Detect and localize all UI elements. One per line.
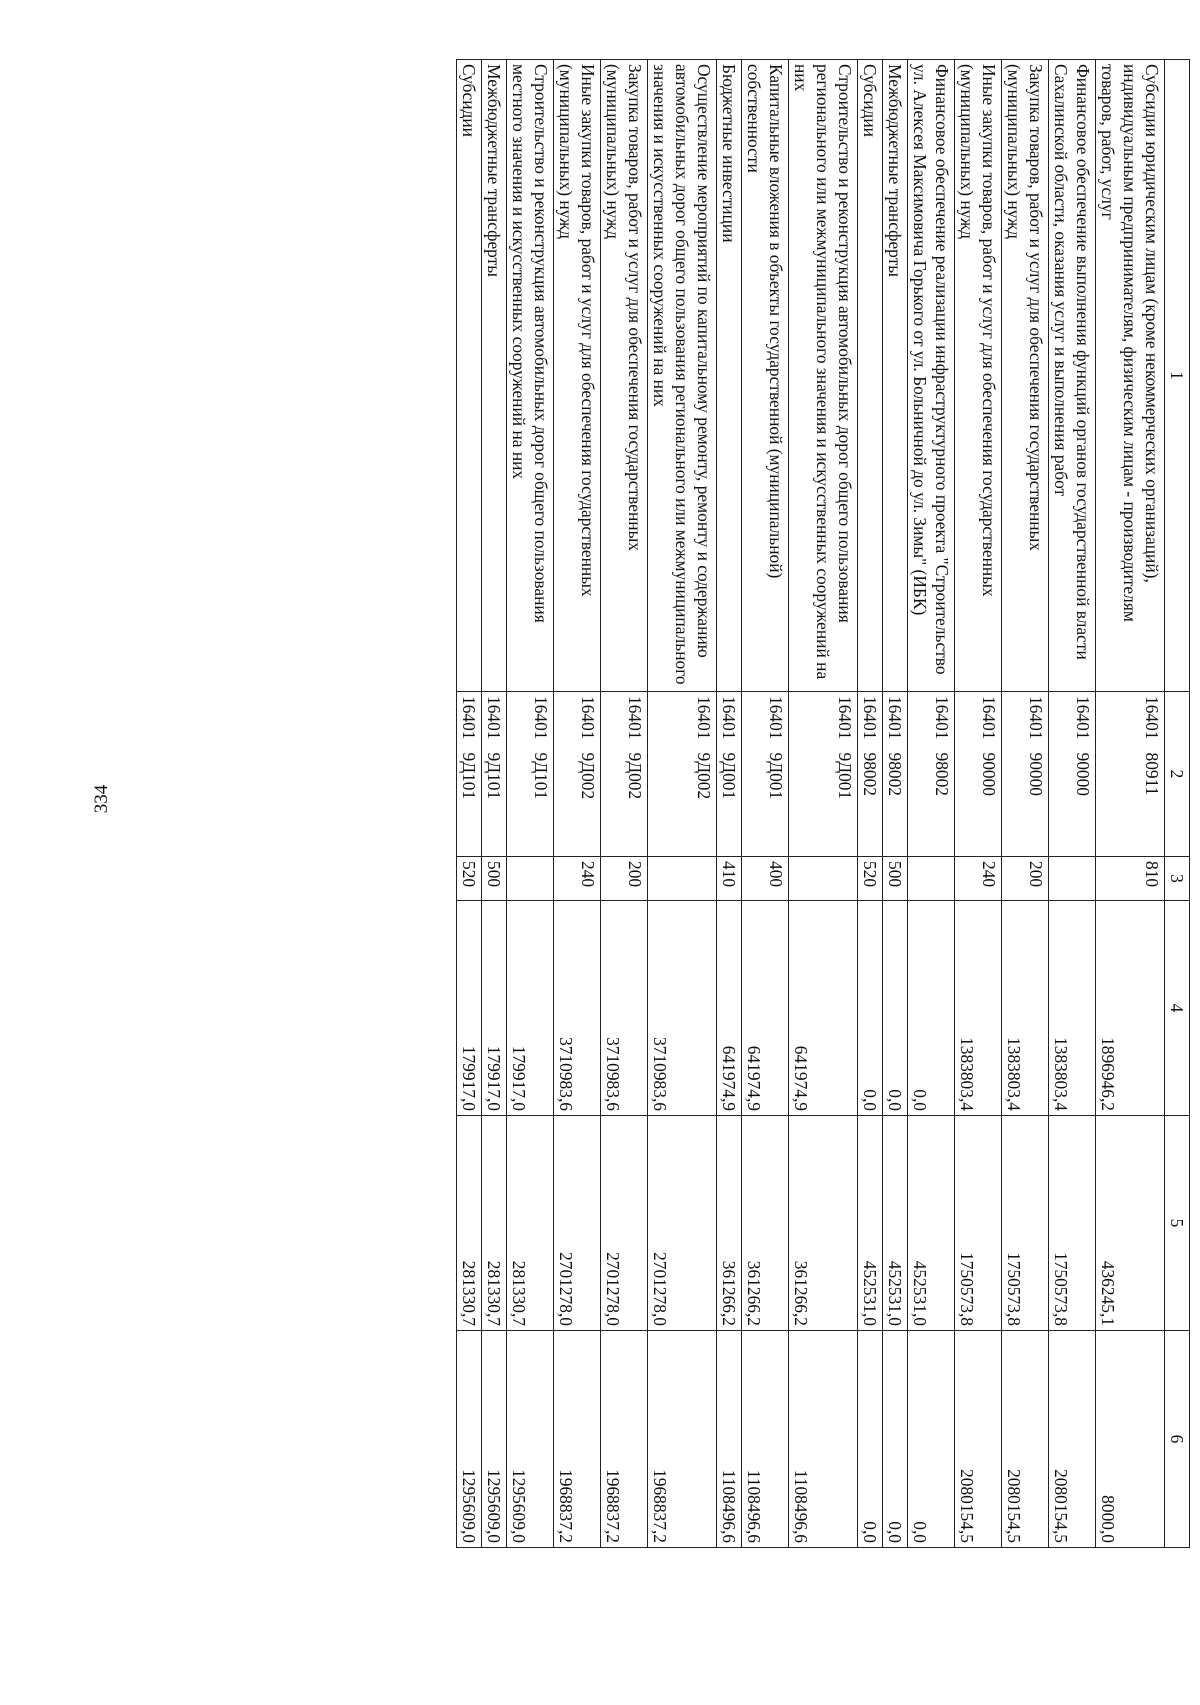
amount-col5-cell: 2701278,0	[554, 1116, 601, 1331]
amount-col6-cell: 0,0	[883, 1331, 908, 1548]
row-name-cell: Межбюджетные трансферты	[482, 60, 507, 692]
table-row	[858, 60, 883, 1548]
amount-col6-cell: 1295609,0	[482, 1331, 507, 1548]
column-header: 6	[1165, 1331, 1190, 1548]
classification-code-cell: 16401 9Д001	[717, 692, 742, 857]
table-row	[457, 60, 482, 1548]
classification-code-cell: 16401 98002	[858, 692, 883, 857]
row-name-cell: Строительство и реконструкция автомобильных дорог общего пользования регионального или межмуниципального значения и искусственных сооружений на них	[789, 60, 858, 692]
amount-col6-cell: 2080154,5	[1049, 1331, 1096, 1548]
amount-col5-cell: 1750573,8	[955, 1116, 1002, 1331]
expense-type-cell: 810	[1096, 857, 1165, 901]
row-name-cell: Закупка товаров, работ и услуг для обеспечения государственных (муниципальных) нужд	[601, 60, 648, 692]
expense-type-cell	[507, 857, 554, 901]
budget-table	[456, 59, 1190, 1548]
row-name-cell: Субсидии юридическим лицам (кроме некоммерческих организаций), индивидуальным предпринимателям, физическим лицам - производителям товаров, работ, услуг	[1096, 60, 1165, 692]
classification-code-cell: 16401 80911	[1096, 692, 1165, 857]
amount-col5-cell: 361266,2	[717, 1116, 742, 1331]
expense-type-cell: 520	[858, 857, 883, 901]
classification-code-cell: 16401 9Д101	[482, 692, 507, 857]
amount-col5-cell: 2701278,0	[601, 1116, 648, 1331]
table-row	[742, 60, 789, 1548]
classification-code-cell: 16401 90000	[1002, 692, 1049, 857]
amount-col5-cell: 361266,2	[789, 1116, 858, 1331]
table-row	[717, 60, 742, 1548]
expense-type-cell: 400	[742, 857, 789, 901]
header-row	[1165, 60, 1190, 1548]
table-row	[1002, 60, 1049, 1548]
table-body	[457, 60, 1165, 1548]
amount-col4-cell: 641974,9	[742, 901, 789, 1116]
row-name-cell: Иные закупки товаров, работ и услуг для обеспечения государственных (муниципальных) нужд	[955, 60, 1002, 692]
amount-col6-cell: 2080154,5	[1002, 1331, 1049, 1548]
expense-type-cell	[1049, 857, 1096, 901]
amount-col4-cell: 3710983,6	[601, 901, 648, 1116]
amount-col4-cell: 0,0	[858, 901, 883, 1116]
table-row	[955, 60, 1002, 1548]
amount-col5-cell: 281330,7	[482, 1116, 507, 1331]
classification-code-cell: 16401 9Д101	[507, 692, 554, 857]
amount-col4-cell: 179917,0	[482, 901, 507, 1116]
amount-col4-cell: 1383803,4	[1002, 901, 1049, 1116]
row-name-cell: Субсидии	[457, 60, 482, 692]
table-row	[789, 60, 858, 1548]
expense-type-cell	[648, 857, 717, 901]
amount-col5-cell: 361266,2	[742, 1116, 789, 1331]
classification-code-cell: 16401 98002	[908, 692, 955, 857]
amount-col4-cell: 1896946,2	[1096, 901, 1165, 1116]
row-name-cell: Строительство и реконструкция автомобильных дорог общего пользования местного значения и искусственных сооружений на них	[507, 60, 554, 692]
classification-code-cell: 16401 9Д001	[742, 692, 789, 857]
amount-col5-cell: 452531,0	[883, 1116, 908, 1331]
amount-col4-cell: 1383803,4	[1049, 901, 1096, 1116]
row-name-cell: Капитальные вложения в объекты государственной (муниципальной) собственности	[742, 60, 789, 692]
expense-type-cell: 240	[554, 857, 601, 901]
column-header: 4	[1165, 901, 1190, 1116]
row-name-cell: Субсидии	[858, 60, 883, 692]
amount-col4-cell: 3710983,6	[648, 901, 717, 1116]
amount-col6-cell: 8000,0	[1096, 1331, 1165, 1548]
row-name-cell: Финансовое обеспечение реализации инфраструктурного проекта "Строительство ул. Алексея Максимовича Горького от ул. Больничной до ул. Зимы" (ИБК)	[908, 60, 955, 692]
amount-col5-cell: 452531,0	[908, 1116, 955, 1331]
table-row	[883, 60, 908, 1548]
amount-col4-cell: 641974,9	[789, 901, 858, 1116]
amount-col6-cell: 1295609,0	[457, 1331, 482, 1548]
expense-type-cell: 200	[1002, 857, 1049, 901]
expense-type-cell	[789, 857, 858, 901]
amount-col6-cell: 1968837,2	[601, 1331, 648, 1548]
amount-col4-cell: 1383803,4	[955, 901, 1002, 1116]
table-row	[1049, 60, 1096, 1548]
amount-col5-cell: 1750573,8	[1049, 1116, 1096, 1331]
classification-code-cell: 16401 90000	[1049, 692, 1096, 857]
amount-col6-cell: 2080154,5	[955, 1331, 1002, 1548]
amount-col6-cell: 1968837,2	[648, 1331, 717, 1548]
amount-col6-cell: 1108496,6	[717, 1331, 742, 1548]
amount-col4-cell: 0,0	[908, 901, 955, 1116]
amount-col6-cell: 0,0	[908, 1331, 955, 1548]
table-row	[601, 60, 648, 1548]
expense-type-cell: 500	[482, 857, 507, 901]
amount-col5-cell: 2701278,0	[648, 1116, 717, 1331]
table-row	[507, 60, 554, 1548]
amount-col5-cell: 1750573,8	[1002, 1116, 1049, 1331]
row-name-cell: Бюджетные инвестиции	[717, 60, 742, 692]
amount-col5-cell: 281330,7	[507, 1116, 554, 1331]
amount-col6-cell: 1295609,0	[507, 1331, 554, 1548]
page-number: 334	[91, 784, 112, 814]
row-name-cell: Осуществление мероприятий по капитальному ремонту, ремонту и содержанию автомобильных дорог общего пользования регионального или межмуниципального значения и искусственных сооружений на них	[648, 60, 717, 692]
table-row	[482, 60, 507, 1548]
expense-type-cell	[908, 857, 955, 901]
classification-code-cell: 16401 90000	[955, 692, 1002, 857]
classification-code-cell: 16401 9Д101	[457, 692, 482, 857]
row-name-cell: Финансовое обеспечение выполнения функций органов государственной власти Сахалинской области, оказания услуг и выполнения работ	[1049, 60, 1096, 692]
amount-col6-cell: 0,0	[858, 1331, 883, 1548]
classification-code-cell: 16401 9Д002	[648, 692, 717, 857]
expense-type-cell: 500	[883, 857, 908, 901]
amount-col6-cell: 1108496,6	[742, 1331, 789, 1548]
expense-type-cell: 520	[457, 857, 482, 901]
budget-table-page	[102, 59, 1190, 1547]
amount-col4-cell: 179917,0	[507, 901, 554, 1116]
amount-col6-cell: 1968837,2	[554, 1331, 601, 1548]
row-name-cell: Межбюджетные трансферты	[883, 60, 908, 692]
classification-code-cell: 16401 9Д001	[789, 692, 858, 857]
table-row	[554, 60, 601, 1548]
amount-col4-cell: 0,0	[883, 901, 908, 1116]
amount-col5-cell: 436245,1	[1096, 1116, 1165, 1331]
row-name-cell: Закупка товаров, работ и услуг для обеспечения государственных (муниципальных) нужд	[1002, 60, 1049, 692]
column-header: 5	[1165, 1116, 1190, 1331]
table-row	[648, 60, 717, 1548]
amount-col6-cell: 1108496,6	[789, 1331, 858, 1548]
classification-code-cell: 16401 98002	[883, 692, 908, 857]
table-row	[1096, 60, 1165, 1548]
expense-type-cell: 200	[601, 857, 648, 901]
amount-col4-cell: 179917,0	[457, 901, 482, 1116]
amount-col5-cell: 281330,7	[457, 1116, 482, 1331]
amount-col4-cell: 641974,9	[717, 901, 742, 1116]
expense-type-cell: 240	[955, 857, 1002, 901]
classification-code-cell: 16401 9Д002	[554, 692, 601, 857]
classification-code-cell: 16401 9Д002	[601, 692, 648, 857]
column-header: 1	[1165, 60, 1190, 692]
expense-type-cell: 410	[717, 857, 742, 901]
amount-col4-cell: 3710983,6	[554, 901, 601, 1116]
column-header: 2	[1165, 692, 1190, 857]
table-row	[908, 60, 955, 1548]
amount-col5-cell: 452531,0	[858, 1116, 883, 1331]
column-header: 3	[1165, 857, 1190, 901]
row-name-cell: Иные закупки товаров, работ и услуг для обеспечения государственных (муниципальных) нужд	[554, 60, 601, 692]
